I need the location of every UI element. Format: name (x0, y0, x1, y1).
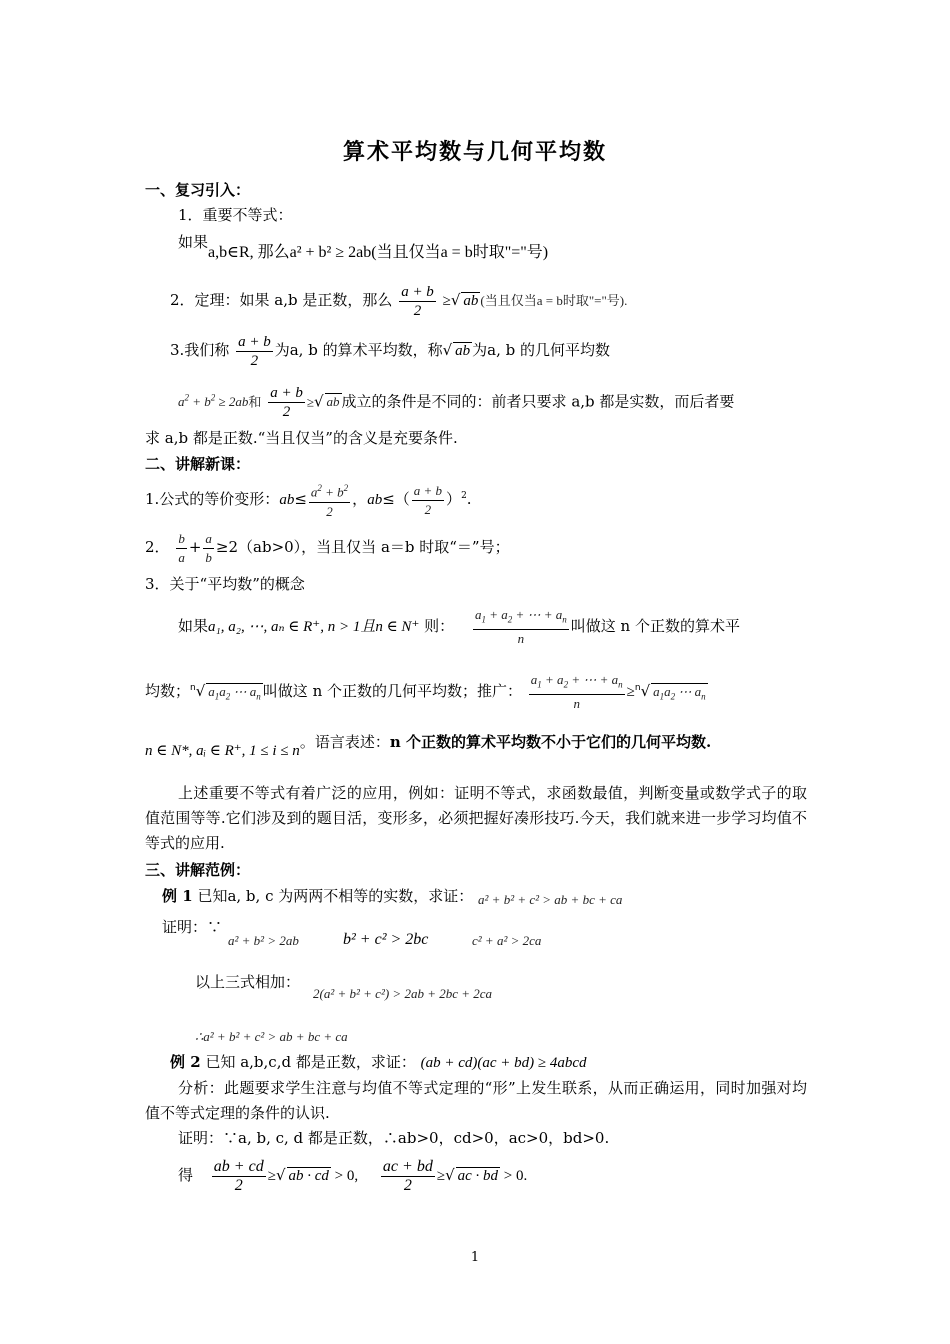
formula2-line: 2． $\frac{b}{a}$ + $\frac{a}{b}$ ≥2（ab>0），当且仅当 a＝b 时取“＝”号； (145, 530, 510, 565)
gm-prefix: 均数； (145, 682, 191, 700)
mean-def-condition: a₁, a₂, ⋯, aₙ ∈ R⁺, n > 1且n ∈ N⁺ (208, 619, 420, 635)
item1-math: a,b∈R, 那么a² + b² ≥ 2ab(当且仅当a = b时取"="号) (208, 244, 549, 261)
example2-analysis: 分析：此题要求学生注意与均值不等式定理的“形”上发生联系，从而正确运用，同时加强对均值不等式定理的条件的认识. (145, 1079, 807, 1122)
item3-mid1: 为a, b 的算术平均数，称 (274, 341, 443, 359)
ex1-inequality-1: a² + b² > 2ab (228, 933, 299, 948)
page-title: 算术平均数与几何平均数 (342, 139, 607, 165)
condition-text: 成立的条件是不同的：前者只要求 a,b 都是实数，而后者要 (341, 392, 735, 411)
fraction-a-plus-b-over-2: $\frac{a + b}{2}$ (401, 283, 434, 319)
formula2-suffix: ≥2（ab>0），当且仅当 a＝b 时取“＝”号； (215, 538, 510, 556)
ex1-inequality-3: c² + a² > 2ca (472, 933, 542, 948)
item1-label: 1．重要不等式： (178, 206, 293, 224)
item3-prefix: 3.我们称 (170, 341, 230, 359)
generalization-statement: n 个正数的算术平均数不小于它们的几何平均数. (389, 733, 712, 751)
item2-suffix: (当且仅当a = b时取"="号). (480, 293, 628, 308)
generalization-label: 。语言表述： (299, 733, 390, 751)
example2-text: 已知 a,b,c,d 都是正数，求证： (205, 1053, 416, 1071)
item3-mid2: 为a, b 的几何平均数 (472, 341, 610, 359)
item2-prefix: 2．定理：如果 a,b 是正数，那么 (170, 291, 393, 309)
example1-text: 已知a, b, c 为两两不相等的实数，求证： (197, 887, 474, 905)
example2-proof: 证明：∵a, b, c, d 都是正数，∴ab>0，cd>0，ac>0，bd>0. (178, 1129, 610, 1147)
example1-goal: a² + b² + c² > ab + bc + ca (478, 892, 623, 907)
ex1-conclusion: ∴a² + b² + c² > ab + bc + ca (195, 1029, 348, 1044)
condition-line: $a^2 + b^2 \ge 2ab$和 $\frac{a + b}{2}$ ≥√ ab 成立的条件是不同的：前者只要求 a,b 都是实数，而后者要 (178, 384, 735, 420)
mean-def-prefix: 如果 (178, 617, 209, 635)
example1-line (162, 886, 622, 907)
example2-derivation: 得 $\frac{ab + cd}{2}$ ≥√ ab · cd > 0, $\frac{ac + bd}{2}$ ≥√ ac · bd > 0. (178, 1157, 528, 1194)
formula3-title: 3．关于“平均数”的概念 (145, 575, 305, 593)
mean-def-suffix: 叫做这 n 个正数的算术平 (570, 617, 740, 635)
formula2-prefix: 2． (145, 538, 170, 556)
section-heading-review: 一、复习引入： (145, 181, 251, 199)
gm-mid: 叫做这 n 个正数的几何平均数；推广： (262, 682, 522, 700)
example1-proof-line (162, 917, 222, 937)
mean-def-then: 则： (424, 617, 455, 635)
mean-definition-line: 如果a₁, a₂, ⋯, aₙ ∈ R⁺, n > 1且n ∈ N⁺ 则： $\frac{a_1 + a_2 + \cdots + a_n}{n}$ 叫做这 n 个正数的算术平 (178, 607, 740, 646)
example1-label: 例 1 (162, 887, 193, 905)
geometric-mean-line: 均数；$^n$√ $a_1a_2$ ⋯ $a_n$ 叫做这 n 个正数的几何平均数；推广： $\frac{a_1 + a_2 + \cdots + a_n}{n}$ ≥$^n$√ $a_1a_2$ ⋯ $a_n$ (145, 672, 706, 711)
generalization-math: n ∈ N*, aᵢ ∈ R⁺, 1 ≤ i ≤ n (145, 743, 300, 759)
example2-goal: (ab + cd)(ac + bd) ≥ 4abcd (420, 1055, 587, 1071)
item1-line (178, 232, 549, 261)
item2-line: 2．定理：如果 a,b 是正数，那么 $\frac{a + b}{2}$ ≥√ ab (当且仅当a = b时取"="号). (170, 283, 628, 319)
ex1-sum: 2(a² + b² + c²) > 2ab + 2bc + 2ca (313, 986, 493, 1001)
page-number: 1 (470, 1250, 480, 1265)
example2-label: 例 2 (170, 1053, 201, 1071)
generalization-line (145, 732, 712, 759)
formula1-line: 1.公式的等价变形：ab≤ $\frac{a^2 + b^2}{2}$ ，ab≤（ $\frac{a + b}{2}$ ）$^2$. (145, 476, 472, 521)
application-paragraph: 上述重要不等式有着广泛的应用，例如：证明不等式，求函数最值，判断变量或数学式子的取值范围等等.它们涉及到的题目活，变形多，必须把握好凑形技巧.今天，我们就来进一步学习均值不等式的应用. (145, 784, 807, 852)
ex1-inequality-2: b² + c² > 2bc (343, 931, 429, 948)
item1-prefix: 如果 (178, 233, 209, 251)
item3-line: 3.我们称 $\frac{a + b}{2}$ 为a, b 的算术平均数，称√ ab 为a, b 的几何平均数 (170, 333, 610, 369)
section-heading-examples: 三、讲解范例： (145, 861, 251, 879)
section-heading-new-lesson: 二、讲解新课： (145, 455, 251, 473)
example2-line (170, 1052, 587, 1073)
example1-proof-label: 证明：∵ (162, 918, 223, 936)
formula1-prefix: 1.公式的等价变形： (145, 490, 280, 508)
example2-get: 得 (178, 1166, 194, 1184)
condition-line-2: 求 a,b 都是正数.“当且仅当”的含义是充要条件. (145, 429, 458, 447)
ex1-add-label: 以上三式相加： (195, 973, 301, 991)
